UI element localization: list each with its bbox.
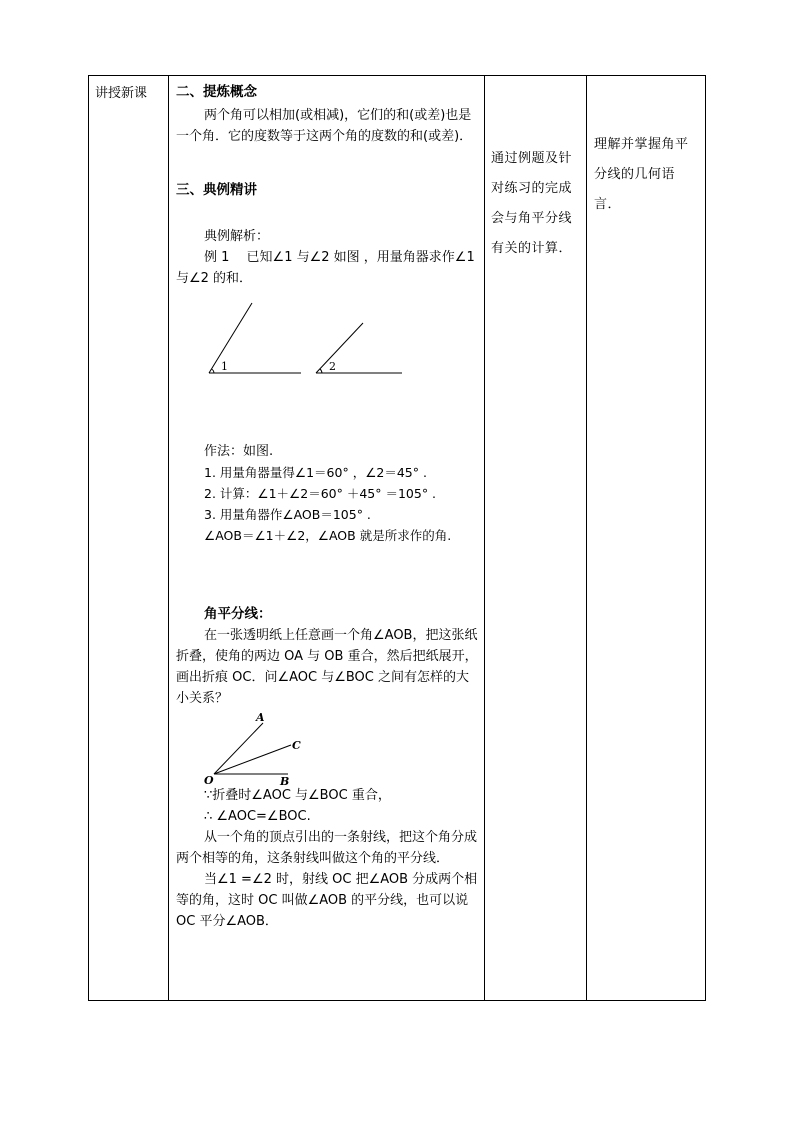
content-cell [169, 76, 485, 1000]
therefore-line: ∴ ∠AOC=∠BOC. [204, 809, 311, 824]
intent-text: 通过例题及针对练习的完成会与角平分线有关的计算． [491, 151, 573, 256]
ray-OC [214, 745, 291, 774]
angle1-label: 1 [221, 360, 228, 373]
label-C: C [292, 739, 301, 752]
label-O: O [204, 774, 214, 787]
section2-text: 两个角可以相加(或相减)，它们的和(或差)也是一个角．它的度数等于这两个角的度数的和(或差)． [176, 108, 473, 144]
analysis-label: 典例解析： [204, 229, 270, 244]
bisector-definition: 从一个角的顶点引出的一条射线，把这个角分成两个相等的角，这条射线叫做这个角的平分线． [176, 830, 478, 866]
intent-cell [485, 76, 587, 1000]
conclusion: ∠AOB＝∠1＋∠2，∠AOB 就是所求作的角. [204, 528, 452, 543]
angles-figure [176, 295, 476, 385]
ray-OA [214, 723, 263, 774]
because-line: ∵折叠时∠AOC 与∠BOC 重合， [204, 788, 391, 803]
goal-cell [587, 76, 707, 1000]
step1: 1. 用量角器量得∠1＝60° ，∠2＝45° . [204, 465, 427, 480]
label-A: A [256, 711, 265, 724]
stage-label: 讲授新课 [95, 86, 148, 101]
example1-text: 例 1 已知∠1 与∠2 如图 ，用量角器求作∠1 与∠2 的和． [176, 250, 475, 286]
bisector-text: 在一张透明纸上任意画一个角∠AOB，把这张纸折叠，使角的两边 OA 与 OB 重合，然后把纸展开，画出折痕 OC．问∠AOC 与∠BOC 之间有怎样的大小关系？ [176, 628, 478, 706]
angle2-arc [320, 369, 322, 373]
section3-heading: 三、典例精讲 [176, 182, 257, 198]
angle1-ray [209, 303, 252, 373]
bisector-figure [176, 711, 316, 787]
bisector-heading: 角平分线： [204, 606, 272, 622]
angle1-arc [212, 369, 215, 373]
step2: 2. 计算：∠1＋∠2＝60° ＋45° ＝105° . [204, 486, 437, 501]
angle2-ray [316, 323, 363, 373]
section2-heading: 二、提炼概念 [176, 84, 257, 100]
lesson-table [88, 75, 706, 1001]
bisector-example: 当∠1 =∠2 时，射线 OC 把∠AOB 分成两个相等的角，这时 OC 叫做∠AOB 的平分线，也可以说 OC 平分∠AOB． [176, 872, 478, 929]
label-B: B [280, 775, 290, 787]
method-label: 作法：如图. [204, 444, 274, 459]
goal-text: 理解并掌握角平分线的几何语言． [594, 137, 689, 212]
stage-label-cell [89, 76, 169, 1000]
step3: 3. 用量角器作∠AOB＝105° . [204, 507, 371, 522]
angle2-label: 2 [329, 360, 336, 373]
